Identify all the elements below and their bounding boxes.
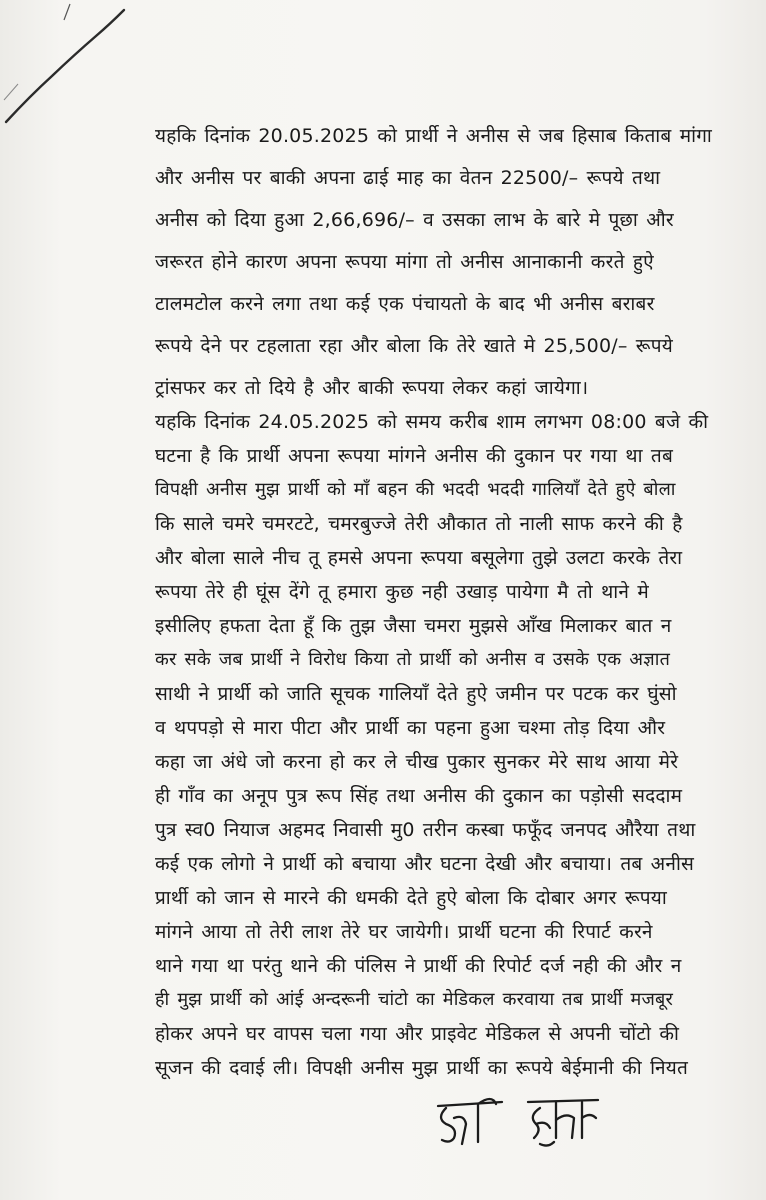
text-line: इसीलिए हफता देता हूँ कि तुझ जैसा चमरा मुझसे आँख मिलाकर बात न xyxy=(155,615,672,637)
text-line: कई एक लोगो ने प्रार्थी को बचाया और घटना देखी और बचाया। तब अनीस xyxy=(155,853,695,875)
page-fold-mark xyxy=(0,0,140,130)
text-line: यहकि दिनांक 20.05.2025 को प्रार्थी ने अनीस से जब हिसाब किताब मांगा xyxy=(155,125,713,147)
text-line: प्रार्थी को जान से मारने की धमकी देते हुऐ बोला कि दोबार अगर रूपया xyxy=(155,887,667,909)
text-line: ही गाँव का अनूप पुत्र रूप सिंह तथा अनीस की दुकान का पड़ोसी सददाम xyxy=(155,785,683,807)
text-line: मांगने आया तो तेरी लाश तेरे घर जायेगी। प्रार्थी घटना की रिपार्ट करने xyxy=(155,921,653,943)
text-line: रूपये देने पर टहलाता रहा और बोला कि तेरे खाते मे 25,500/– रूपये xyxy=(155,335,673,357)
text-line: साथी ने प्रार्थी को जाति सूचक गालियाँ देते हुऐ जमीन पर पटक कर घुंसो xyxy=(155,683,677,705)
text-line: टालमटोल करने लगा तथा कई एक पंचायतो के बाद भी अनीस बराबर xyxy=(155,293,655,315)
text-line: थाने गया था परंतु थाने की पंलिस ने प्रार्थी की रिपोर्ट दर्ज नही की और न xyxy=(155,955,682,977)
text-line: विपक्षी अनीस मुझ प्रार्थी को माँ बहन की भददी भददी गालियाँ देते हुऐ बोला xyxy=(155,479,676,500)
text-line: और अनीस पर बाकी अपना ढाई माह का वेतन 22500/– रूपये तथा xyxy=(155,167,661,189)
text-line: अनीस को दिया हुआ 2,66,696/– व उसका लाभ के बारे मे पूछा और xyxy=(155,209,674,231)
text-line: और बोला साले नीच तू हमसे अपना रूपया बसूलेगा तुझे उलटा करके तेरा xyxy=(155,547,683,569)
text-line: घटना है कि प्रार्थी अपना रूपया मांगने अनीस की दुकान पर गया था तब xyxy=(155,445,674,467)
text-line: यहकि दिनांक 24.05.2025 को समय करीब शाम लगभग 08:00 बजे की xyxy=(155,411,709,433)
text-line: पुत्र स्व0 नियाज अहमद निवासी मु0 तरीन कस्बा फफूँद जनपद औरैया तथा xyxy=(155,819,696,841)
text-line: रूपया तेरे ही घूंस देंगे तू हमारा कुछ नही उखाड़ पायेगा मै तो थाने मे xyxy=(155,581,649,603)
text-line: ट्रांसफर कर तो दिये है और बाकी रूपया लेकर कहां जायेगा। xyxy=(155,377,589,399)
text-line: जरूरत होने कारण अपना रूपया मांगा तो अनीस आनाकानी करते हुऐ xyxy=(155,251,654,273)
text-line: ही मुझ प्रार्थी को आंई अन्दरूनी चांटो का मेडिकल करवाया तब प्रार्थी मजबूर xyxy=(155,989,674,1010)
text-line: सूजन की दवाई ली। विपक्षी अनीस मुझ प्रार्थी का रूपये बेईमानी की नियत xyxy=(155,1057,688,1079)
text-line: होकर अपने घर वापस चला गया और प्राइवेट मेडिकल से अपनी चोंटो की xyxy=(155,1023,680,1045)
text-line: कर सके जब प्रार्थी ने विरोध किया तो प्रार्थी को अनीस व उसके एक अज्ञात xyxy=(155,649,671,670)
text-line: कि साले चमरे चमरटटे, चमरबुज्जे तेरी औकात तो नाली साफ करने की है xyxy=(155,513,683,535)
text-line: कहा जा अंधे जो करना हो कर ले चीख पुकार सुनकर मेरे साथ आया मेरे xyxy=(155,751,679,773)
text-line: व थपपड़ो से मारा पीटा और प्रार्थी का पहना हुआ चश्मा तोड़ दिया और xyxy=(155,717,666,739)
handwritten-signature xyxy=(432,1088,602,1150)
